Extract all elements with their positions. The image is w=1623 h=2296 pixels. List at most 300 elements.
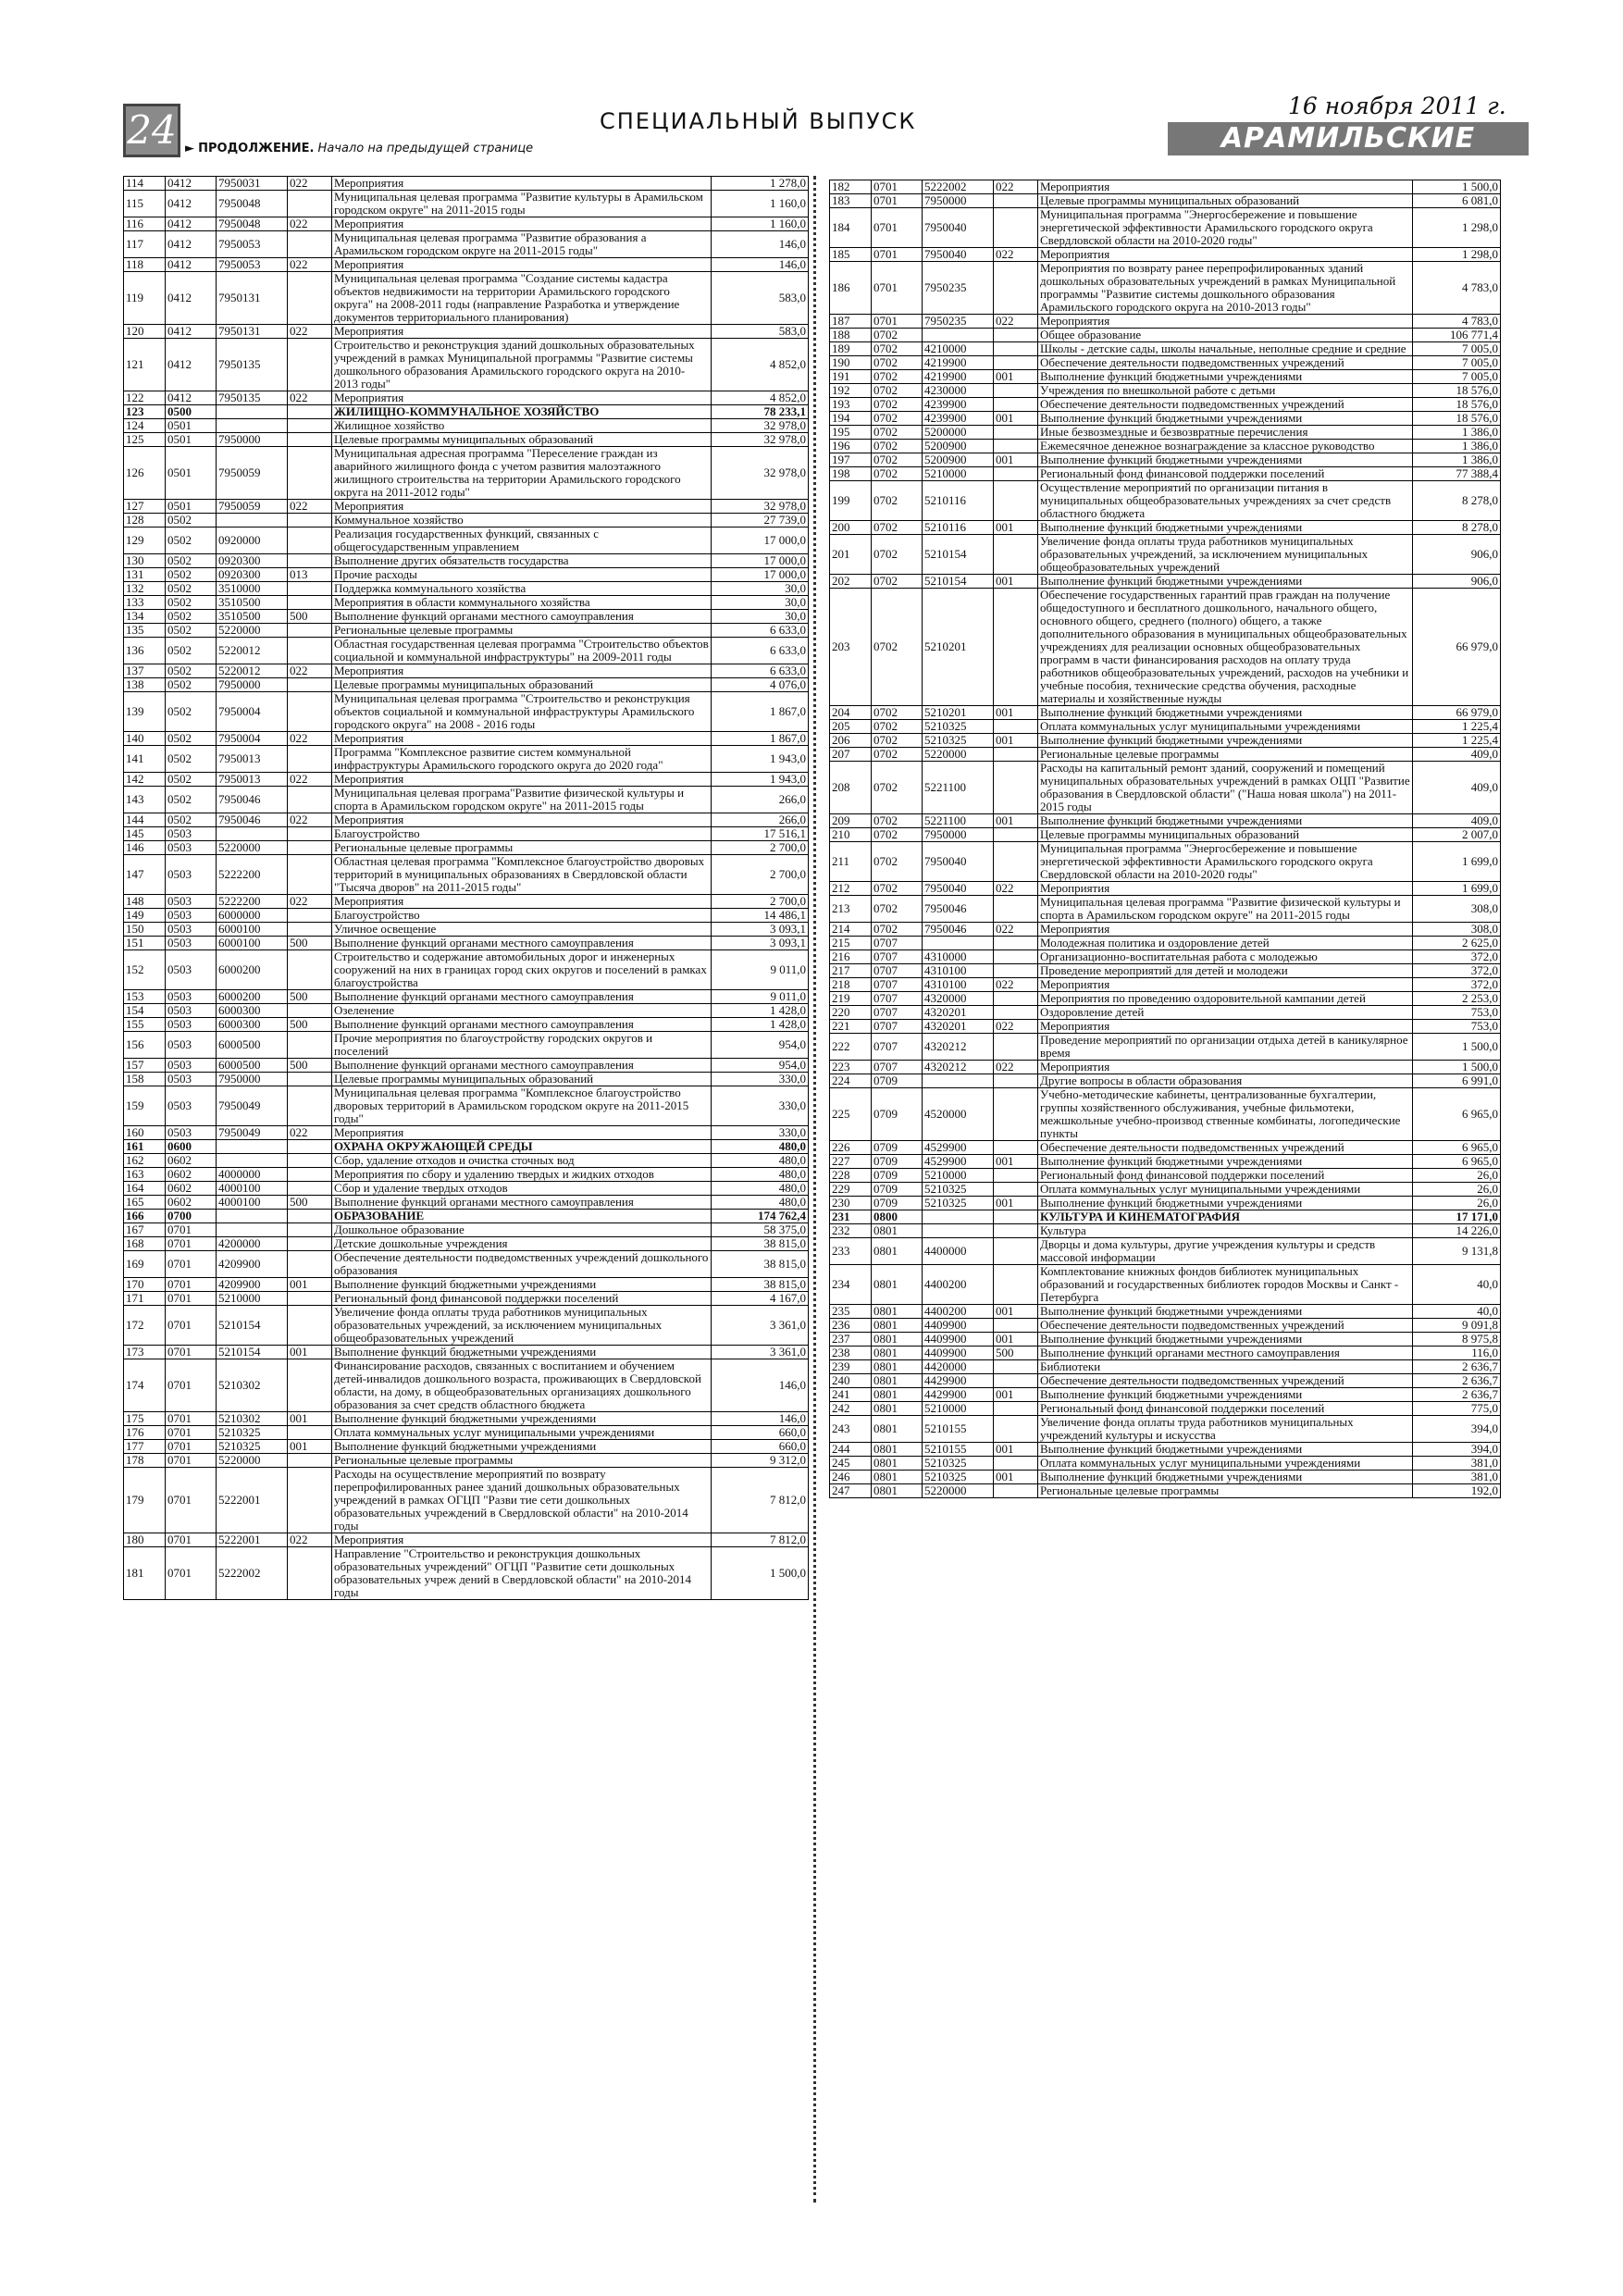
target-article-code: 7950048: [217, 191, 288, 217]
expense-type-code: 001: [994, 1197, 1038, 1210]
expense-type-code: 022: [994, 1061, 1038, 1074]
row-number: 115: [124, 191, 166, 217]
row-number: 127: [124, 500, 166, 514]
table-row: [124, 1196, 809, 1210]
expense-type-code: 022: [288, 177, 332, 191]
item-name: Осуществление мероприятий по организации питания в муниципальных общеобразовательных учреждениях за счет средств областного бюджета: [1038, 481, 1413, 521]
table-row: [124, 272, 809, 325]
section-code: 0702: [872, 342, 923, 356]
section-code: 0502: [166, 568, 217, 582]
item-name: Поддержка коммунального хозяйства: [332, 582, 712, 596]
section-code: 0709: [872, 1197, 923, 1210]
section-code: 0412: [166, 231, 217, 258]
item-name: Мероприятия: [1038, 978, 1413, 992]
expense-type-code: [288, 231, 332, 258]
target-article-code: 5220000: [217, 1454, 288, 1468]
expense-type-code: 022: [288, 258, 332, 272]
table-row: [830, 1238, 1501, 1265]
target-article-code: 5210325: [217, 1440, 288, 1454]
item-name: Проведение мероприятий для детей и молодежи: [1038, 964, 1413, 978]
table-row: [124, 827, 809, 841]
amount: 14 486,1: [712, 909, 809, 923]
amount: 2 636,7: [1413, 1360, 1501, 1374]
expense-type-code: [994, 842, 1038, 882]
section-code: 0700: [166, 1210, 217, 1223]
table-row: [124, 624, 809, 638]
section-code: 0503: [166, 1004, 217, 1018]
expense-type-code: 022: [288, 391, 332, 405]
expense-type-code: [288, 582, 332, 596]
expense-type-code: [288, 554, 332, 568]
expense-type-code: 022: [288, 500, 332, 514]
row-number: 247: [830, 1484, 872, 1498]
amount: 4 783,0: [1413, 262, 1501, 315]
table-row: [830, 1402, 1501, 1416]
item-name: Реализация государственных функций, связанных с общегосударственным управлением: [332, 527, 712, 554]
target-article-code: [923, 329, 994, 342]
section-code: 0702: [872, 923, 923, 937]
target-article-code: [923, 1224, 994, 1238]
item-name: Выполнение функций бюджетными учреждениями: [332, 1440, 712, 1454]
target-article-code: 5220000: [923, 1484, 994, 1498]
row-number: 130: [124, 554, 166, 568]
expense-type-code: [994, 964, 1038, 978]
row-number: 154: [124, 1004, 166, 1018]
table-row: [830, 1088, 1501, 1141]
row-number: 155: [124, 1018, 166, 1032]
table-row: [830, 814, 1501, 828]
target-article-code: [923, 1210, 994, 1224]
table-row: [124, 1237, 809, 1251]
table-row: [124, 1126, 809, 1140]
expense-type-code: [288, 746, 332, 773]
row-number: 151: [124, 937, 166, 950]
target-article-code: 0920300: [217, 554, 288, 568]
section-code: 0502: [166, 596, 217, 610]
target-article-code: [217, 1223, 288, 1237]
item-name: Муниципальная целевая программа "Развитие физической культуры и спорта в Арамильском городском округе" на 2011-2015 годы: [1038, 896, 1413, 923]
item-name: Выполнение функций бюджетными учреждениями: [1038, 706, 1413, 720]
amount: 1 500,0: [712, 1547, 809, 1600]
target-article-code: 5222200: [217, 895, 288, 909]
table-row: [124, 1306, 809, 1346]
amount: 381,0: [1413, 1457, 1501, 1471]
section-code: 0702: [872, 370, 923, 384]
target-article-code: 6000100: [217, 937, 288, 950]
section-code: 0702: [872, 814, 923, 828]
expense-type-code: [288, 596, 332, 610]
item-name: Учреждения по внешкольной работе с детьми: [1038, 384, 1413, 398]
table-row: [124, 990, 809, 1004]
target-article-code: 4230000: [923, 384, 994, 398]
amount: 660,0: [712, 1440, 809, 1454]
expense-type-code: [288, 638, 332, 664]
section-code: 0801: [872, 1265, 923, 1305]
item-name: Выполнение функций бюджетными учреждениями: [1038, 1471, 1413, 1484]
target-article-code: 5210000: [217, 1292, 288, 1306]
table-row: [830, 412, 1501, 426]
target-article-code: 4239900: [923, 398, 994, 412]
section-code: 0801: [872, 1374, 923, 1388]
item-name: Мероприятия: [332, 664, 712, 678]
item-name: Обеспечение деятельности подведомственных учреждений: [1038, 1374, 1413, 1388]
target-article-code: 4310000: [923, 950, 994, 964]
item-name: Выполнение функций бюджетными учреждениями: [1038, 1388, 1413, 1402]
section-code: 0801: [872, 1238, 923, 1265]
section-code: 0701: [166, 1440, 217, 1454]
item-name: Региональные целевые программы: [1038, 748, 1413, 762]
section-code: 0602: [166, 1154, 217, 1168]
expense-type-code: [994, 1416, 1038, 1443]
row-number: 117: [124, 231, 166, 258]
item-name: Уличное освещение: [332, 923, 712, 937]
item-name: Дворцы и дома культуры, другие учреждения культуры и средств массовой информации: [1038, 1238, 1413, 1265]
expense-type-code: [994, 1457, 1038, 1471]
amount: 480,0: [712, 1196, 809, 1210]
row-number: 169: [124, 1251, 166, 1278]
expense-type-code: 001: [288, 1278, 332, 1292]
target-article-code: 7950046: [923, 923, 994, 937]
row-number: 161: [124, 1140, 166, 1154]
table-row: [124, 1454, 809, 1468]
target-article-code: 3510500: [217, 596, 288, 610]
amount: 372,0: [1413, 964, 1501, 978]
item-name: Выполнение функций бюджетными учреждениями: [1038, 453, 1413, 467]
table-row: [830, 481, 1501, 521]
item-name: Муниципальная целевая программа "Строительство и реконструкция объектов социальной и коммунальной инфраструктуры Арамильского городского округа" на 2008 - 2016 годы: [332, 692, 712, 732]
row-number: 135: [124, 624, 166, 638]
row-number: 142: [124, 773, 166, 787]
row-number: 163: [124, 1168, 166, 1182]
amount: 2 636,7: [1413, 1374, 1501, 1388]
table-row: [830, 842, 1501, 882]
table-row: [830, 1360, 1501, 1374]
row-number: 187: [830, 315, 872, 329]
amount: 17 171,0: [1413, 1210, 1501, 1224]
item-name: Мероприятия: [332, 813, 712, 827]
section-code: 0702: [872, 398, 923, 412]
item-name: Выполнение функций бюджетными учреждениями: [1038, 1333, 1413, 1347]
expense-type-code: [288, 1168, 332, 1182]
amount: 6 965,0: [1413, 1088, 1501, 1141]
target-article-code: 5210325: [923, 734, 994, 748]
row-number: 228: [830, 1169, 872, 1183]
row-number: 138: [124, 678, 166, 692]
expense-type-code: [288, 419, 332, 433]
item-name: Мероприятия: [1038, 248, 1413, 262]
expense-type-code: [288, 855, 332, 895]
amount: 116,0: [1413, 1347, 1501, 1360]
target-article-code: 7950040: [923, 248, 994, 262]
amount: 372,0: [1413, 978, 1501, 992]
item-name: Мероприятия: [1038, 315, 1413, 329]
expense-type-code: 022: [994, 315, 1038, 329]
target-article-code: 5220000: [217, 841, 288, 855]
table-row: [124, 1468, 809, 1533]
table-row: [830, 575, 1501, 589]
target-article-code: 7950131: [217, 325, 288, 339]
table-row: [124, 447, 809, 500]
amount: 17 516,1: [712, 827, 809, 841]
row-number: 122: [124, 391, 166, 405]
table-row: [124, 746, 809, 773]
amount: 1 500,0: [1413, 1061, 1501, 1074]
table-row: [124, 638, 809, 664]
amount: 1 386,0: [1413, 453, 1501, 467]
table-row: [830, 1210, 1501, 1224]
target-article-code: 5210000: [923, 1169, 994, 1183]
amount: 4 076,0: [712, 678, 809, 692]
row-number: 157: [124, 1059, 166, 1073]
item-name: Целевые программы муниципальных образований: [1038, 828, 1413, 842]
item-name: Выполнение функций бюджетными учреждениями: [1038, 1305, 1413, 1319]
target-article-code: 4420000: [923, 1360, 994, 1374]
item-name: Проведение мероприятий по организации отдыха детей в каникулярное время: [1038, 1034, 1413, 1061]
table-row: [830, 992, 1501, 1006]
amount: 18 576,0: [1413, 412, 1501, 426]
row-number: 176: [124, 1426, 166, 1440]
section-code: 0412: [166, 325, 217, 339]
amount: 32 978,0: [712, 433, 809, 447]
row-number: 218: [830, 978, 872, 992]
expense-type-code: 500: [288, 610, 332, 624]
table-row: [830, 1224, 1501, 1238]
row-number: 181: [124, 1547, 166, 1600]
row-number: 132: [124, 582, 166, 596]
target-article-code: 7950000: [217, 1073, 288, 1086]
item-name: Общее образование: [1038, 329, 1413, 342]
target-article-code: 5210325: [923, 1183, 994, 1197]
item-name: Сбор и удаление твердых отходов: [332, 1182, 712, 1196]
expense-type-code: [994, 1402, 1038, 1416]
table-row: [124, 1251, 809, 1278]
table-row: [830, 262, 1501, 315]
item-name: Региональные целевые программы: [1038, 1484, 1413, 1498]
section-code: 0502: [166, 664, 217, 678]
section-code: 0801: [872, 1388, 923, 1402]
section-code: 0502: [166, 554, 217, 568]
amount: 9 091,8: [1413, 1319, 1501, 1333]
section-code: 0707: [872, 992, 923, 1006]
table-row: [830, 964, 1501, 978]
amount: 954,0: [712, 1032, 809, 1059]
target-article-code: 5220000: [217, 624, 288, 638]
target-article-code: 4000100: [217, 1196, 288, 1210]
amount: 906,0: [1413, 575, 1501, 589]
amount: 4 167,0: [712, 1292, 809, 1306]
amount: 7 005,0: [1413, 370, 1501, 384]
row-number: 139: [124, 692, 166, 732]
amount: 7 812,0: [712, 1533, 809, 1547]
target-article-code: 4219900: [923, 356, 994, 370]
target-article-code: 4000000: [217, 1168, 288, 1182]
amount: 32 978,0: [712, 500, 809, 514]
section-code: 0702: [872, 356, 923, 370]
item-name: Муниципальная целевая програма"Развитие физической культуры и спорта в Арамильском городском округе" на 2011-2015 годы: [332, 787, 712, 813]
row-number: 167: [124, 1223, 166, 1237]
item-name: Обеспечение деятельности подведомственных учреждений дошкольного образования: [332, 1251, 712, 1278]
row-number: 183: [830, 194, 872, 208]
section-code: 0701: [166, 1359, 217, 1412]
item-name: Культура: [1038, 1224, 1413, 1238]
row-number: 219: [830, 992, 872, 1006]
section-code: 0709: [872, 1141, 923, 1155]
row-number: 184: [830, 208, 872, 248]
table-row: [124, 610, 809, 624]
item-name: Увеличение фонда оплаты труда работников муниципальных учреждений культуры и искусства: [1038, 1416, 1413, 1443]
target-article-code: 7950004: [217, 692, 288, 732]
item-name: Расходы на осуществление мероприятий по возврату перепрофилированных ранее зданий дошкольных образовательных учреждений в рамках ОГЦП "Разви тие сети дошкольных образовательных учреждений в Свердловской области" на 2010-2014 годы: [332, 1468, 712, 1533]
item-name: КУЛЬТУРА И КИНЕМАТОГРАФИЯ: [1038, 1210, 1413, 1224]
expense-type-code: 001: [288, 1440, 332, 1454]
target-article-code: 5220012: [217, 664, 288, 678]
section-code: 0501: [166, 500, 217, 514]
row-number: 211: [830, 842, 872, 882]
table-row: [830, 1169, 1501, 1183]
row-number: 203: [830, 589, 872, 706]
target-article-code: 4409900: [923, 1347, 994, 1360]
target-article-code: 4239900: [923, 412, 994, 426]
table-row: [124, 895, 809, 909]
expense-type-code: 022: [994, 248, 1038, 262]
amount: 8 975,8: [1413, 1333, 1501, 1347]
expense-type-code: 022: [288, 325, 332, 339]
item-name: Обеспечение деятельности подведомственных учреждений: [1038, 356, 1413, 370]
section-code: 0412: [166, 217, 217, 231]
expense-type-code: [994, 440, 1038, 453]
row-number: 125: [124, 433, 166, 447]
section-code: 0503: [166, 827, 217, 841]
target-article-code: [217, 514, 288, 527]
target-article-code: 4310100: [923, 964, 994, 978]
section-code: 0702: [872, 384, 923, 398]
row-number: 144: [124, 813, 166, 827]
item-name: Сбор, удаление отходов и очистка сточных вод: [332, 1154, 712, 1168]
table-row: [124, 500, 809, 514]
target-article-code: 7950000: [923, 194, 994, 208]
target-article-code: [923, 1074, 994, 1088]
amount: 32 978,0: [712, 419, 809, 433]
item-name: Увеличение фонда оплаты труда работников муниципальных образовательных учреждений, за исключением муниципальных общеобразовательных учреждений: [1038, 535, 1413, 575]
amount: 1 943,0: [712, 773, 809, 787]
table-row: [124, 1073, 809, 1086]
expense-type-code: [994, 1088, 1038, 1141]
table-row: [830, 342, 1501, 356]
amount: 4 852,0: [712, 391, 809, 405]
section-code: 0709: [872, 1183, 923, 1197]
row-number: 240: [830, 1374, 872, 1388]
expense-type-code: [288, 678, 332, 692]
amount: 66 979,0: [1413, 706, 1501, 720]
amount: 1 943,0: [712, 746, 809, 773]
row-number: 114: [124, 177, 166, 191]
table-row: [124, 1182, 809, 1196]
target-article-code: 4529900: [923, 1155, 994, 1169]
item-name: Коммунальное хозяйство: [332, 514, 712, 527]
target-article-code: 5210116: [923, 521, 994, 535]
target-article-code: 5222002: [217, 1547, 288, 1600]
section-code: 0701: [166, 1454, 217, 1468]
section-code: 0501: [166, 433, 217, 447]
amount: 40,0: [1413, 1265, 1501, 1305]
row-number: 197: [830, 453, 872, 467]
expense-type-code: [288, 1086, 332, 1126]
row-number: 198: [830, 467, 872, 481]
expense-type-code: 001: [994, 706, 1038, 720]
amount: 30,0: [712, 596, 809, 610]
target-article-code: 4400200: [923, 1305, 994, 1319]
target-article-code: 4000100: [217, 1182, 288, 1196]
amount: 372,0: [1413, 950, 1501, 964]
expense-type-code: [994, 208, 1038, 248]
section-code: 0701: [166, 1468, 217, 1533]
section-code: 0702: [872, 748, 923, 762]
item-name: Организационно-воспитательная работа с молодежью: [1038, 950, 1413, 964]
expense-type-code: 022: [288, 1126, 332, 1140]
row-number: 143: [124, 787, 166, 813]
amount: 6 965,0: [1413, 1141, 1501, 1155]
section-code: 0701: [166, 1533, 217, 1547]
expense-type-code: 500: [288, 937, 332, 950]
target-article-code: 5222002: [923, 180, 994, 194]
expense-type-code: [288, 923, 332, 937]
section-code: 0702: [872, 535, 923, 575]
row-number: 213: [830, 896, 872, 923]
row-number: 160: [124, 1126, 166, 1140]
amount: 18 576,0: [1413, 384, 1501, 398]
target-article-code: 4200000: [217, 1237, 288, 1251]
target-article-code: 4209900: [217, 1251, 288, 1278]
amount: 3 361,0: [712, 1346, 809, 1359]
amount: 4 783,0: [1413, 315, 1501, 329]
amount: 753,0: [1413, 1020, 1501, 1034]
expense-type-code: 022: [288, 895, 332, 909]
row-number: 186: [830, 262, 872, 315]
section-code: 0502: [166, 527, 217, 554]
expense-type-code: [994, 1006, 1038, 1020]
table-row: [124, 191, 809, 217]
target-article-code: 5220000: [923, 748, 994, 762]
table-row: [830, 1374, 1501, 1388]
amount: 6 991,0: [1413, 1074, 1501, 1088]
amount: 2 007,0: [1413, 828, 1501, 842]
item-name: Детские дошкольные учреждения: [332, 1237, 712, 1251]
target-article-code: 5210000: [923, 467, 994, 481]
section-code: 0702: [872, 467, 923, 481]
table-row: [830, 535, 1501, 575]
section-code: 0501: [166, 447, 217, 500]
expense-type-code: [288, 514, 332, 527]
section-code: 0702: [872, 575, 923, 589]
item-name: Выполнение функций бюджетными учреждениями: [1038, 575, 1413, 589]
section-code: 0702: [872, 762, 923, 814]
row-number: 217: [830, 964, 872, 978]
expense-type-code: [288, 339, 332, 391]
table-row: [830, 1319, 1501, 1333]
amount: 409,0: [1413, 814, 1501, 828]
row-number: 237: [830, 1333, 872, 1347]
expense-type-code: 022: [288, 1533, 332, 1547]
amount: 308,0: [1413, 923, 1501, 937]
table-row: [124, 231, 809, 258]
table-row: [830, 950, 1501, 964]
target-article-code: 7950004: [217, 732, 288, 746]
table-row: [830, 1416, 1501, 1443]
table-row: [124, 433, 809, 447]
target-article-code: 7950135: [217, 391, 288, 405]
item-name: Выполнение функций бюджетными учреждениями: [1038, 1155, 1413, 1169]
expense-type-code: 001: [288, 1346, 332, 1359]
